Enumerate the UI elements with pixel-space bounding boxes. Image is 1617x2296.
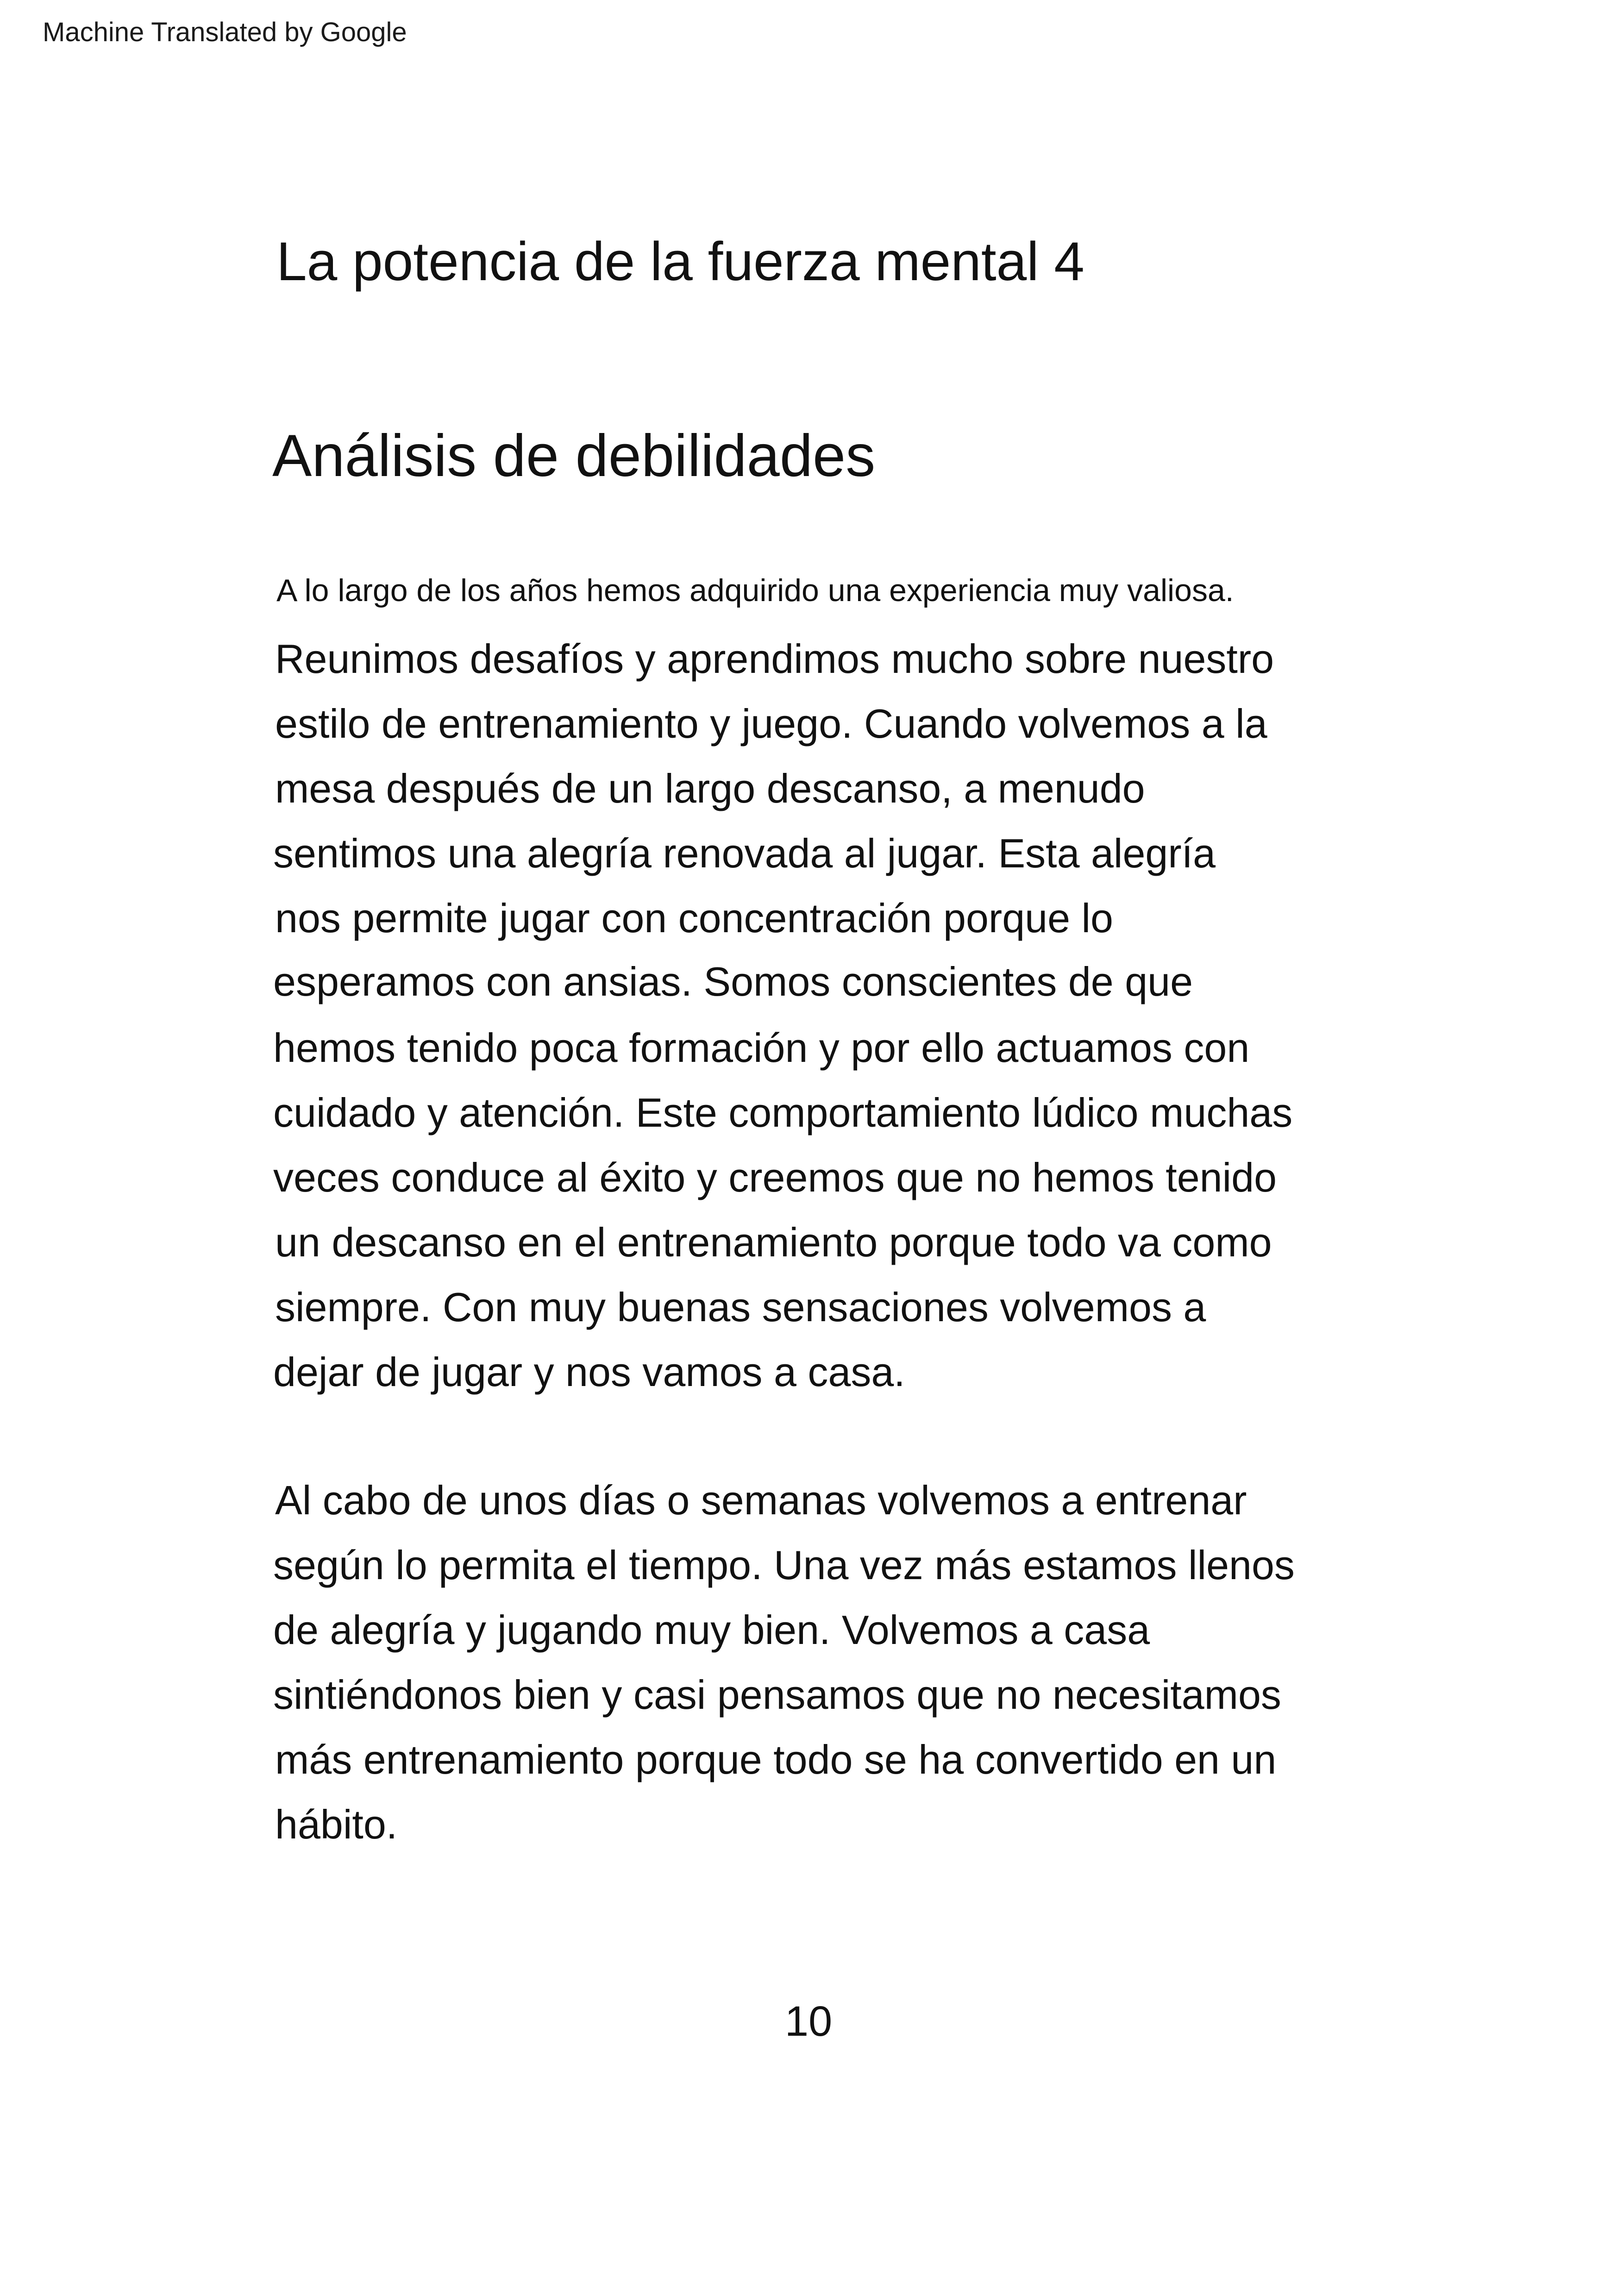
body-line: esperamos con ansias. Somos conscientes de que	[273, 959, 1193, 1004]
book-title: La potencia de la fuerza mental 4	[276, 231, 1084, 292]
machine-translation-label: Machine Translated by Google	[43, 17, 407, 47]
body-line: de alegría y jugando muy bien. Volvemos a casa	[273, 1607, 1150, 1653]
section-title: Análisis de debilidades	[272, 423, 876, 489]
body-line: Al cabo de unos días o semanas volvemos a entrenar	[275, 1477, 1247, 1523]
body-line: siempre. Con muy buenas sensaciones volvemos a	[275, 1284, 1206, 1330]
body-line: dejar de jugar y nos vamos a casa.	[273, 1349, 905, 1395]
body-line: cuidado y atención. Este comportamiento lúdico muchas	[273, 1090, 1293, 1135]
body-line: un descanso en el entrenamiento porque todo va como	[275, 1219, 1272, 1265]
body-line: veces conduce al éxito y creemos que no hemos tenido	[273, 1154, 1277, 1200]
body-line: mesa después de un largo descanso, a menudo	[275, 765, 1145, 811]
lead-line: A lo largo de los años hemos adquirido una experiencia muy valiosa.	[276, 573, 1234, 608]
body-line: según lo permita el tiempo. Una vez más estamos llenos	[273, 1542, 1295, 1588]
body-line: estilo de entrenamiento y juego. Cuando volvemos a la	[275, 701, 1267, 747]
body-line: sintiéndonos bien y casi pensamos que no necesitamos	[273, 1672, 1281, 1718]
body-line: más entrenamiento porque todo se ha convertido en un	[275, 1737, 1277, 1782]
body-line: sentimos una alegría renovada al jugar. Esta alegría	[273, 830, 1216, 876]
body-line: hábito.	[275, 1801, 398, 1847]
body-line: nos permite jugar con concentración porque lo	[275, 895, 1113, 941]
page-number: 10	[784, 1998, 833, 2045]
body-line: hemos tenido poca formación y por ello actuamos con	[273, 1025, 1250, 1071]
body-line: Reunimos desafíos y aprendimos mucho sobre nuestro	[275, 636, 1274, 682]
